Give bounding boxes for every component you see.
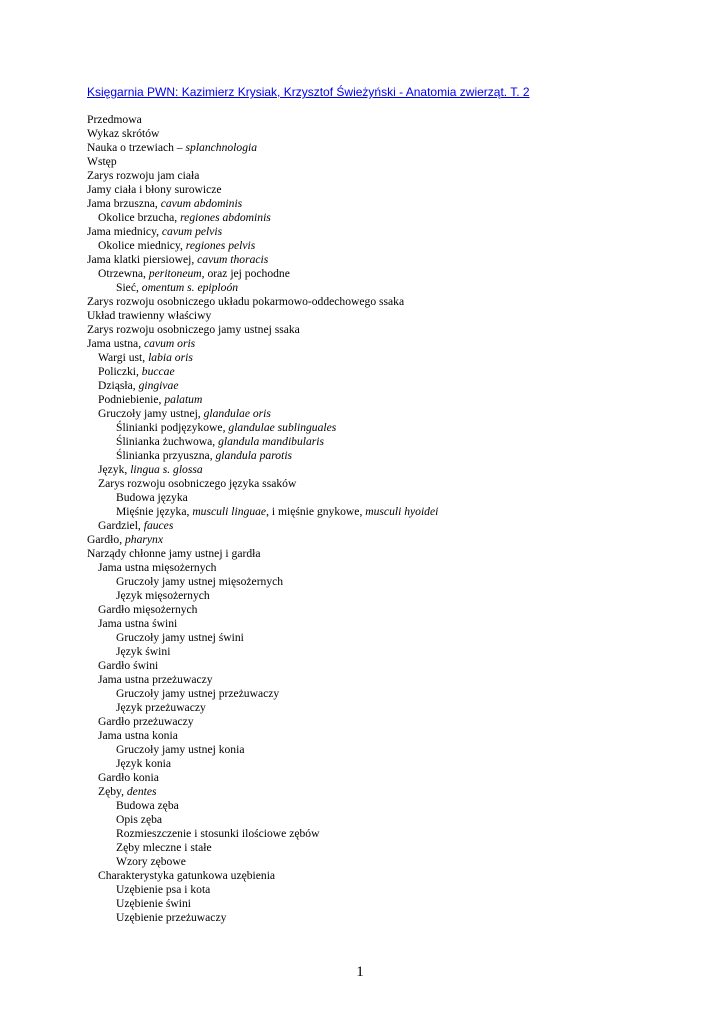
toc-entry [87, 841, 707, 855]
toc-entry [87, 785, 707, 799]
toc-entry [87, 183, 707, 197]
toc-entry-text: Język świni [116, 645, 171, 658]
toc-entry [87, 533, 707, 547]
toc-entry-text: Język przeżuwaczy [116, 701, 206, 714]
toc-entry-text: Przedmowa [87, 113, 142, 126]
toc-entry-text: Budowa języka [116, 491, 188, 504]
toc-entry-text: Rozmieszczenie i stosunki ilościowe zębów [116, 827, 320, 840]
toc-entry [87, 813, 707, 827]
toc-entry-text: Układ trawienny właściwy [87, 309, 212, 322]
toc-entry-latin-term: palatum [164, 393, 203, 406]
toc-entry [87, 337, 707, 351]
toc-entry-text: Jama ustna konia [98, 729, 178, 742]
toc-entry [87, 309, 707, 323]
toc-entry-text: Zarys rozwoju osobniczego języka ssaków [98, 477, 297, 490]
toc-entry-text: Uzębienie psa i kota [116, 883, 211, 896]
toc-entry-text: Uzębienie świni [116, 897, 192, 910]
toc-entry-text: Jama miednicy, [87, 225, 162, 238]
toc-entry [87, 211, 707, 225]
toc-entry-text: Ślinianka żuchwowa, [116, 435, 219, 448]
toc-entry-text: Jama ustna mięsożernych [98, 561, 217, 574]
toc-entry [87, 267, 707, 281]
toc-entry [87, 281, 707, 295]
toc-entry [87, 379, 707, 393]
toc-entry [87, 239, 707, 253]
toc-entry-text: Gardło przeżuwaczy [98, 715, 194, 728]
toc-entry-text: Uzębienie przeżuwaczy [116, 911, 227, 924]
toc-entry-latin-term: cavum abdominis [160, 197, 243, 210]
toc-entry [87, 225, 707, 239]
toc-entry [87, 869, 707, 883]
toc-entry-text: Gardło, [87, 533, 125, 546]
toc-entry-latin-term: buccae [141, 365, 175, 378]
toc-entry-text: Gruczoły jamy ustnej konia [116, 743, 245, 756]
page-number [0, 964, 724, 981]
toc-entry-text: Gardło konia [98, 771, 159, 784]
toc-entry-text: Gardło świni [98, 659, 159, 672]
toc-entry-text: Gruczoły jamy ustnej świni [116, 631, 244, 644]
toc-entry [87, 645, 707, 659]
toc-entry [87, 757, 707, 771]
toc-entry [87, 631, 707, 645]
toc-entry [87, 799, 707, 813]
toc-entry [87, 421, 707, 435]
toc-entry-suffix: , oraz jej pochodne [201, 267, 290, 280]
toc-entry [87, 435, 707, 449]
toc-entry-text: Nauka o trzewiach – [87, 141, 186, 154]
toc-entry-text: Jama ustna świni [98, 617, 178, 630]
toc-entry-text: Gardziel, [98, 519, 144, 532]
toc-entry-latin-term: fauces [143, 519, 174, 532]
toc-entry-text: Charakterystyka gatunkowa uzębienia [98, 869, 276, 882]
toc-entry-text: Jama ustna, [87, 337, 144, 350]
toc-entry [87, 603, 707, 617]
toc-entry [87, 855, 707, 869]
toc-entry-latin-term: glandula mandibularis [218, 435, 325, 448]
toc-entry-text: Wstęp [87, 155, 117, 168]
table-of-contents [87, 113, 707, 925]
toc-entry-latin-term: dentes [126, 785, 157, 798]
toc-entry-latin-term: regiones pelvis [185, 239, 256, 252]
toc-entry [87, 617, 707, 631]
toc-entry-text: Sieć, [116, 281, 142, 294]
toc-entry [87, 365, 707, 379]
toc-entry [87, 701, 707, 715]
toc-entry-latin-term: glandula parotis [215, 449, 293, 462]
toc-entry-text: Jama ustna przeżuwaczy [98, 673, 213, 686]
toc-entry-text: Język konia [116, 757, 172, 770]
toc-entry-text: Jama brzuszna, [87, 197, 161, 210]
toc-entry-text: Policzki, [98, 365, 142, 378]
toc-entry-text: Jama klatki piersiowej, [87, 253, 198, 266]
toc-entry [87, 393, 707, 407]
toc-entry-text: Gardło mięsożernych [98, 603, 198, 616]
toc-entry-latin-term: cavum pelvis [161, 225, 223, 238]
toc-entry [87, 449, 707, 463]
toc-entry [87, 253, 707, 267]
toc-entry-latin-term: musculi hyoidei [365, 505, 439, 518]
toc-entry-latin-term: cavum thoracis [197, 253, 269, 266]
toc-entry [87, 463, 707, 477]
toc-entry [87, 883, 707, 897]
toc-entry [87, 589, 707, 603]
toc-entry [87, 351, 707, 365]
toc-entry-text: Wykaz skrótów [87, 127, 160, 140]
toc-entry [87, 113, 707, 127]
toc-entry-text: Zarys rozwoju osobniczego jamy ustnej ssaka [87, 323, 300, 336]
toc-entry-text: Zarys rozwoju jam ciała [87, 169, 200, 182]
toc-entry-latin-term: peritoneum [148, 267, 202, 280]
toc-entry-text: Okolice brzucha, [98, 211, 181, 224]
toc-entry [87, 673, 707, 687]
toc-entry [87, 561, 707, 575]
toc-entry-text: Ślinianka przyuszna, [116, 449, 216, 462]
toc-entry [87, 295, 707, 309]
toc-entry-text: Gruczoły jamy ustnej, [98, 407, 204, 420]
toc-entry-latin-term: cavum oris [144, 337, 196, 350]
toc-entry [87, 659, 707, 673]
toc-entry-text: Dziąsła, [98, 379, 139, 392]
toc-entry [87, 771, 707, 785]
toc-entry-text: Gruczoły jamy ustnej mięsożernych [116, 575, 284, 588]
toc-entry-text: Ślinianki podjęzykowe, [116, 421, 229, 434]
toc-entry [87, 547, 707, 561]
toc-entry-text: Podniebienie, [98, 393, 165, 406]
toc-entry-text: Wzory zębowe [116, 855, 186, 868]
toc-entry-text: Mięśnie języka, [116, 505, 193, 518]
toc-entry-text: Jamy ciała i błony surowicze [87, 183, 222, 196]
toc-entry-text: Zęby, [98, 785, 127, 798]
toc-entry-text: Otrzewna, [98, 267, 149, 280]
toc-entry-latin-term: glandulae sublinguales [228, 421, 337, 434]
toc-entry [87, 127, 707, 141]
toc-entry-text: Wargi ust, [98, 351, 149, 364]
toc-entry-text: Opis zęba [116, 813, 163, 826]
toc-entry-text: Gruczoły jamy ustnej przeżuwaczy [116, 687, 280, 700]
toc-entry-latin-term: splanchnologia [185, 141, 258, 154]
toc-entry [87, 575, 707, 589]
toc-entry-latin-term: glandulae oris [203, 407, 271, 420]
page-number-text: 1 [356, 964, 364, 980]
toc-entry [87, 477, 707, 491]
toc-entry-suffix: , i mięśnie gnykowe, [266, 505, 366, 518]
toc-entry-text: Język mięsożernych [116, 589, 210, 602]
toc-entry-latin-term: regiones abdominis [180, 211, 271, 224]
toc-entry [87, 197, 707, 211]
toc-entry-latin-term: musculi linguae [192, 505, 267, 518]
toc-entry [87, 491, 707, 505]
toc-entry [87, 743, 707, 757]
toc-entry [87, 141, 707, 155]
toc-entry-latin-term: gingivae [138, 379, 179, 392]
toc-entry [87, 519, 707, 533]
toc-entry [87, 687, 707, 701]
toc-entry [87, 155, 707, 169]
toc-entry [87, 729, 707, 743]
toc-entry-text: Okolice miednicy, [98, 239, 186, 252]
toc-entry [87, 407, 707, 421]
toc-entry [87, 911, 707, 925]
toc-entry-latin-term: labia oris [148, 351, 193, 364]
toc-entry [87, 827, 707, 841]
toc-entry-text: Zęby mleczne i stałe [116, 841, 212, 854]
toc-entry-text: Budowa zęba [116, 799, 179, 812]
toc-entry [87, 715, 707, 729]
toc-entry-text: Narządy chłonne jamy ustnej i gardła [87, 547, 261, 560]
toc-entry [87, 897, 707, 911]
bookstore-link[interactable]: Księgarnia PWN: Kazimierz Krysiak, Krzysztof Świeżyński - Anatomia zwierząt. T. 2 [87, 85, 530, 99]
toc-entry [87, 323, 707, 337]
toc-entry-text: Zarys rozwoju osobniczego układu pokarmowo-oddechowego ssaka [87, 295, 405, 308]
toc-entry-latin-term: lingua s. glossa [130, 463, 203, 476]
toc-entry-latin-term: omentum s. epiploón [141, 281, 239, 294]
toc-entry-latin-term: pharynx [125, 533, 163, 546]
toc-entry [87, 169, 707, 183]
toc-entry [87, 505, 707, 519]
toc-entry-text: Język, [98, 463, 131, 476]
